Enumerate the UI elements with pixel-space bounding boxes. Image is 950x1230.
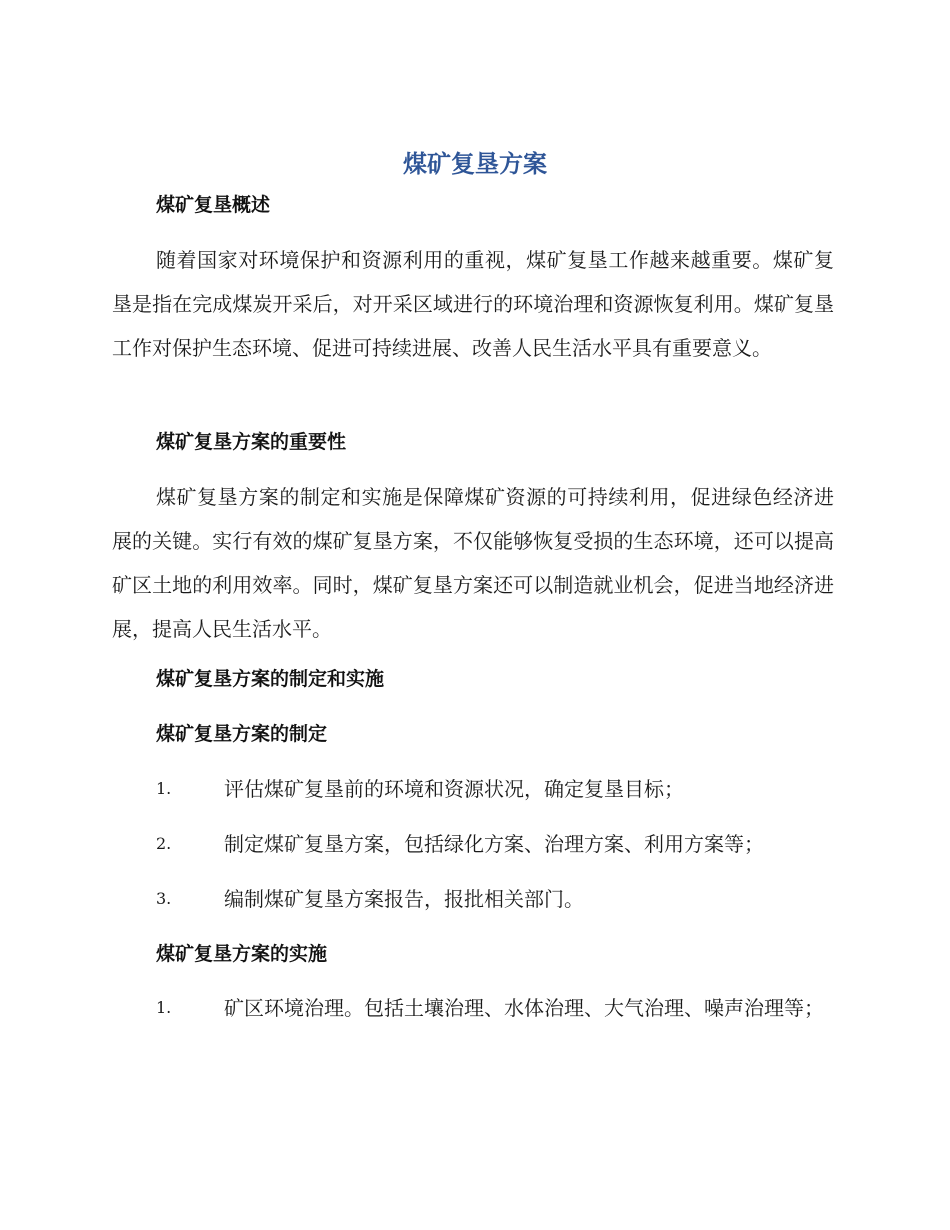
section-heading-overview: 煤矿复垦概述 — [156, 194, 271, 216]
section-heading-formulation-implementation: 煤矿复垦方案的制定和实施 — [156, 668, 385, 690]
list-number: 2. — [156, 834, 172, 853]
list-number: 3. — [156, 889, 172, 908]
section-paragraph-importance: 煤矿复垦方案的制定和实施是保障煤矿资源的可持续利用，促进绿色经济进展的关键。实行有效的煤矿复垦方案，不仅能够恢复受损的生态环境，还可以提高矿区土地的利用效率。同时，煤矿复垦方案还可以制造就业机会，促进当地经济进展，提高人民生活水平。 — [112, 485, 834, 641]
list-text: 编制煤矿复垦方案报告，报批相关部门。 — [224, 887, 584, 911]
list-number: 1. — [156, 779, 172, 798]
list-text: 矿区环境治理。包括土壤治理、水体治理、大气治理、噪声治理等； — [224, 996, 824, 1020]
list-item — [112, 986, 834, 1030]
list-text: 制定煤矿复垦方案，包括绿化方案、治理方案、利用方案等； — [224, 832, 764, 856]
document-title: 煤矿复垦方案 — [403, 150, 547, 178]
list-text: 评估煤矿复垦前的环境和资源状况，确定复垦目标； — [224, 777, 684, 801]
list-item — [112, 877, 834, 921]
section-paragraph-overview: 随着国家对环境保护和资源利用的重视，煤矿复垦工作越来越重要。煤矿复垦是指在完成煤炭开采后，对开采区域进行的环境治理和资源恢复利用。煤矿复垦工作对保护生态环境、促进可持续进展、改善人民生活水平具有重要意义。 — [112, 248, 834, 360]
list-item — [112, 767, 834, 811]
section-heading-implementation: 煤矿复垦方案的实施 — [156, 943, 328, 965]
section-heading-formulation: 煤矿复垦方案的制定 — [156, 723, 328, 745]
list-item — [112, 822, 834, 866]
list-number: 1. — [156, 998, 172, 1017]
section-heading-importance: 煤矿复垦方案的重要性 — [156, 431, 347, 453]
